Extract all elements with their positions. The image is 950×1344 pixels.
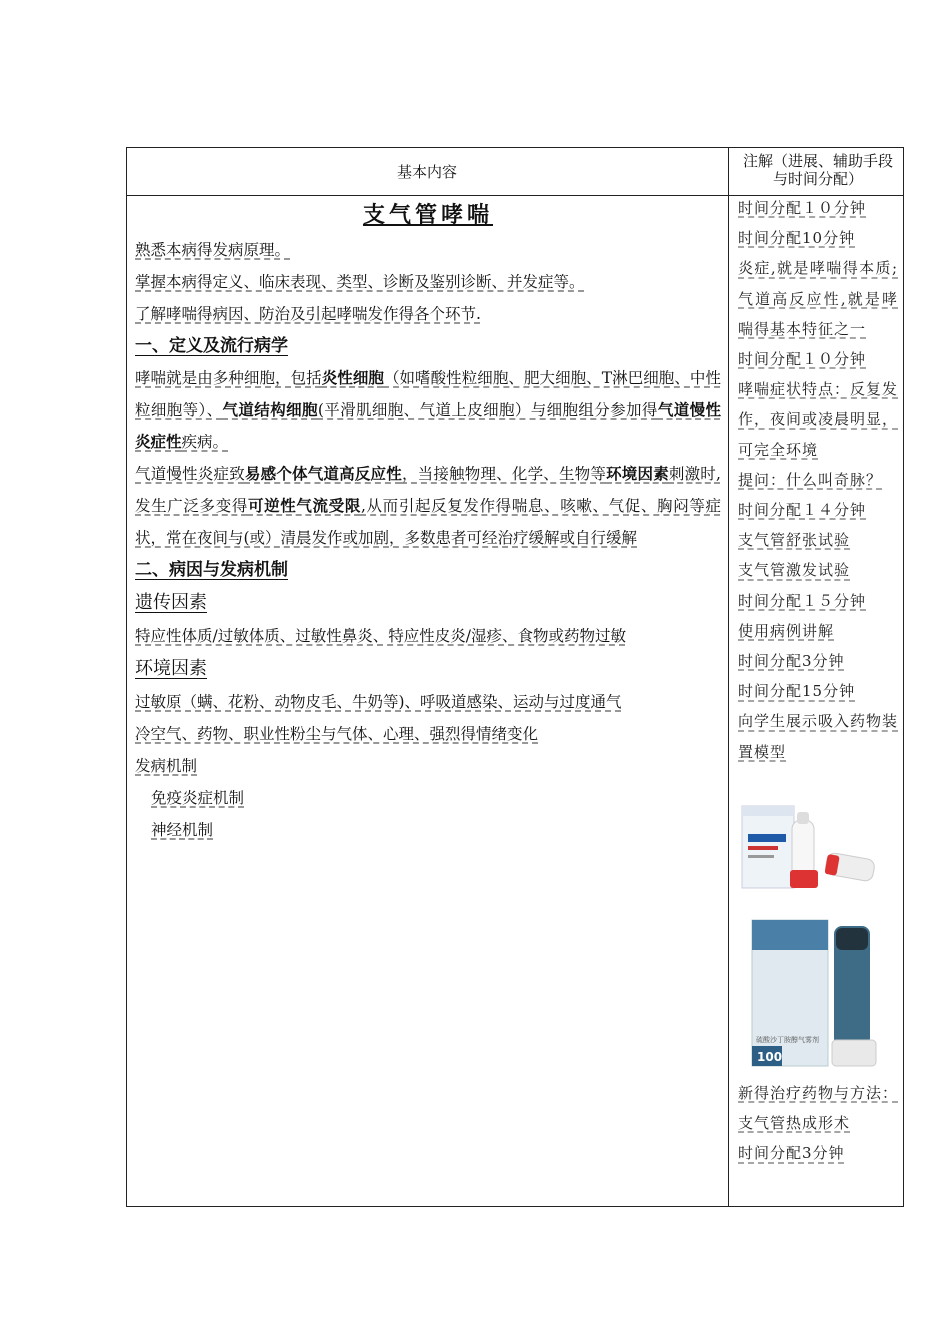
airway-paragraph: 气道慢性炎症致易感个体气道高反应性，当接触物理、化学、生物等环境因素刺激时,发生广泛多变得可逆性气流受限,从而引起反复发作得喘息、咳嗽、气促、胸闷等症状，常在夜间与(或）清晨发作或加剧，多数患者可经治疗缓解或自行缓解 bbox=[135, 464, 721, 547]
objective-1: 熟悉本病得发病原理。 bbox=[135, 241, 291, 259]
main-content bbox=[135, 196, 721, 846]
objective-3: 了解哮喘得病因、防治及引起哮喘发作得各个环节. bbox=[135, 305, 481, 323]
objective-2: 掌握本病得定义、临床表现、类型、诊断及鉴别诊断、并发症等。 bbox=[135, 273, 585, 291]
box-text: 硫酸沙丁胺醇气雾剂 bbox=[756, 1036, 819, 1044]
note-item: 哮喘症状特点：反复发作，夜间或凌晨明显，可完全环境 bbox=[738, 380, 899, 459]
notes-bottom bbox=[738, 1078, 898, 1169]
note-item: 提问：什么叫奇脉？ bbox=[738, 470, 883, 489]
inhaler-device-image-2 bbox=[748, 918, 880, 1070]
environment-heading: 环境因素 bbox=[135, 658, 207, 679]
definition-paragraph: 哮喘就是由多种细胞，包括炎性细胞（如嗜酸性粒细胞、肥大细胞、T淋巴细胞、中性粒细胞等）、气道结构细胞(平滑肌细胞、气道上皮细胞）与细胞组分参加得气道慢性炎症性疾病。 bbox=[135, 368, 721, 451]
note-item: 新得治疗药物与方法：支气管热成形术 bbox=[738, 1084, 899, 1133]
box-number: 100 bbox=[757, 1050, 783, 1064]
genetic-heading: 遗传因素 bbox=[135, 592, 207, 613]
note-item: 时间分配１５分钟 bbox=[738, 591, 867, 610]
notes-column bbox=[738, 193, 898, 767]
header-notes: 注解（进展、辅助手段与时间分配） bbox=[742, 152, 893, 188]
environment-line-2: 冷空气、药物、职业性粉尘与气体、心理、强烈得情绪变化 bbox=[135, 725, 539, 743]
note-item: 向学生展示吸入药物装置模型 bbox=[738, 712, 899, 761]
note-item: 支气管激发试验 bbox=[738, 561, 851, 580]
genetic-text: 特应性体质/过敏体质、过敏性鼻炎、特应性皮炎/湿疹、食物或药物过敏 bbox=[135, 627, 626, 645]
note-item: 时间分配１０分钟 bbox=[738, 350, 867, 369]
inhaler-device-image-1 bbox=[740, 800, 880, 895]
environment-line-1: 过敏原（螨、花粉、动物皮毛、牛奶等)、呼吸道感染、运动与过度通气 bbox=[135, 693, 622, 711]
page-title: 支气管哮喘 bbox=[362, 202, 493, 228]
note-item: 使用病例讲解 bbox=[738, 621, 835, 640]
header-basic-content: 基本内容 bbox=[396, 162, 457, 181]
note-item: 时间分配15分钟 bbox=[738, 682, 856, 701]
note-item: 支气管舒张试验 bbox=[738, 531, 851, 550]
note-item: 炎症,就是哮喘得本质;气道高反应性,就是哮喘得基本特征之一 bbox=[738, 259, 898, 338]
note-item: 时间分配3分钟 bbox=[738, 1144, 845, 1163]
mechanism-neural: 神经机制 bbox=[151, 821, 214, 839]
section1-heading: 一、定义及流行病学 bbox=[135, 336, 288, 356]
note-item: 时间分配１４分钟 bbox=[738, 501, 867, 520]
note-item: 时间分配3分钟 bbox=[738, 652, 845, 671]
section2-heading: 二、病因与发病机制 bbox=[135, 560, 288, 580]
column-divider bbox=[728, 147, 729, 1207]
mechanism-heading: 发病机制 bbox=[135, 757, 198, 775]
note-item: 时间分配１０分钟 bbox=[738, 199, 867, 217]
mechanism-immune: 免疫炎症机制 bbox=[151, 789, 245, 807]
note-item: 时间分配10分钟 bbox=[738, 229, 856, 248]
